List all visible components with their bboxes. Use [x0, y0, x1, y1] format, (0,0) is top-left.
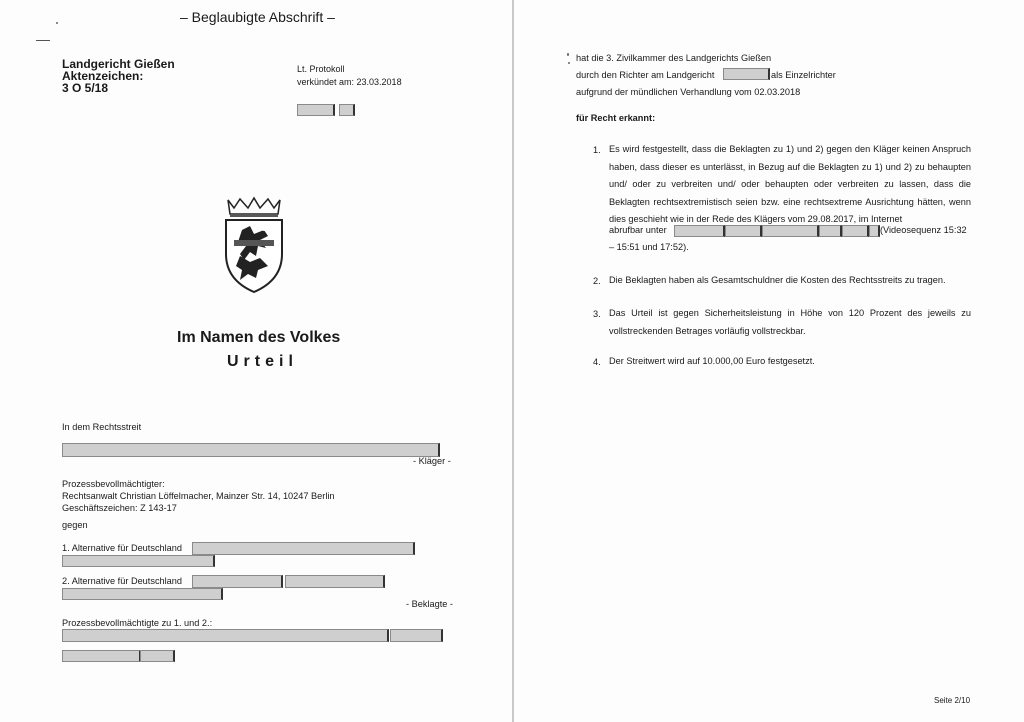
defendant-2: 2. Alternative für Deutschland: [62, 576, 183, 586]
redacted-counsel-2-d: [140, 650, 175, 662]
verdict-heading: für Recht erkannt:: [576, 113, 656, 123]
counsel-label: Prozessbevollmächtigter:: [62, 479, 165, 489]
defendant-1: 1. Alternative für Deutschland: [62, 543, 183, 553]
dispute-label: In dem Rechtsstreit: [62, 422, 142, 432]
scan-speck: [568, 62, 570, 64]
redacted-clerk-name: [297, 104, 335, 116]
item-3-number: 3.: [593, 309, 601, 319]
redacted-defendant-2-address: [62, 588, 223, 600]
scan-mark: [36, 40, 50, 41]
redacted-url-1: [674, 225, 725, 237]
certified-copy-header: – Beglaubigte Abschrift –: [180, 9, 335, 25]
file-number: 3 O 5/18: [62, 81, 109, 95]
scan-speck: [56, 22, 58, 24]
judgment-title: Urteil: [227, 353, 298, 370]
scan-speck: [567, 53, 569, 56]
redacted-url-5: [842, 225, 869, 237]
file-label: Aktenzeichen:: [62, 69, 144, 83]
page-number: Seite 2/10: [934, 696, 971, 705]
redacted-counsel-2-c: [62, 650, 141, 662]
item-4-text: Der Streitwert wird auf 10.000,00 Euro festgesetzt.: [609, 356, 815, 366]
item-1-time: – 15:51 und 17:52).: [609, 242, 689, 252]
redacted-plaintiff: [62, 443, 440, 457]
right-page: [514, 0, 1024, 722]
item-1-text: Es wird festgestellt, dass die Beklagten zu 1) und 2) gegen den Kläger keinen Anspruch haben, dass dieser es unterlässt, in Bezug auf die Beklagten zu 1) und 2) zu behaupten und/ oder zu verbreiten und/ oder behaupten oder verbreiten zu lassen, dass die Beklagten rechtsextremistisch seien bzw. eine rechtsextreme Ausrichtung hätten, wenn dies geschieht wie in der Rede des Klägers vom 29.08.2017, im Internet: [609, 144, 971, 224]
announced-date: verkündet am: 23.03.2018: [297, 77, 402, 87]
redacted-defendant-1-address: [192, 542, 415, 555]
reference-number: Geschäftszeichen: Z 143-17: [62, 503, 177, 513]
item-3-text: Das Urteil ist gegen Sicherheitsleistung in Höhe von 120 Prozent des jeweils zu vollstreckenden Betrages vorläufig vollstreckbar.: [609, 308, 971, 336]
judge-role: als Einzelrichter: [771, 70, 836, 80]
defendant-role: - Beklagte -: [406, 599, 453, 609]
item-4-number: 4.: [593, 357, 601, 367]
against-label: gegen: [62, 520, 88, 530]
coat-of-arms-icon: [220, 196, 288, 296]
redacted-clerk-initial: [339, 104, 355, 116]
redacted-url-6: [869, 225, 880, 237]
redacted-counsel-2-a: [62, 629, 389, 642]
item-1-number: 1.: [593, 145, 601, 155]
redacted-url-4: [819, 225, 842, 237]
redacted-defendant-2-b: [285, 575, 385, 588]
redacted-judge-name: [723, 68, 770, 80]
counsel-2-label: Prozessbevollmächtigte zu 1. und 2.:: [62, 618, 213, 628]
redacted-defendant-1-address-2: [62, 555, 215, 567]
redacted-url-3: [762, 225, 819, 237]
redacted-counsel-2-b: [390, 629, 443, 642]
court-name: Landgericht Gießen: [62, 57, 175, 71]
item-1-video-sequence: (Videosequenz 15:32: [880, 225, 967, 235]
redacted-defendant-2-a: [192, 575, 283, 588]
item-2-number: 2.: [593, 276, 601, 286]
chamber-line: hat die 3. Zivilkammer des Landgerichts Gießen: [576, 53, 772, 63]
item-2-text: Die Beklagten haben als Gesamtschuldner die Kosten des Rechtsstreits zu tragen.: [609, 275, 946, 285]
counsel-name: Rechtsanwalt Christian Löffelmacher, Mainzer Str. 14, 10247 Berlin: [62, 491, 335, 501]
hearing-date-line: aufgrund der mündlichen Verhandlung vom 02.03.2018: [576, 87, 801, 97]
item-1-url-label: abrufbar unter: [609, 225, 667, 235]
protocol-label: Lt. Protokoll: [297, 64, 345, 74]
redacted-url-2: [725, 225, 762, 237]
plaintiff-role: - Kläger -: [413, 456, 451, 466]
in-the-name-of-the-people: Im Namen des Volkes: [177, 329, 341, 346]
judge-line-label: durch den Richter am Landgericht: [576, 70, 715, 80]
